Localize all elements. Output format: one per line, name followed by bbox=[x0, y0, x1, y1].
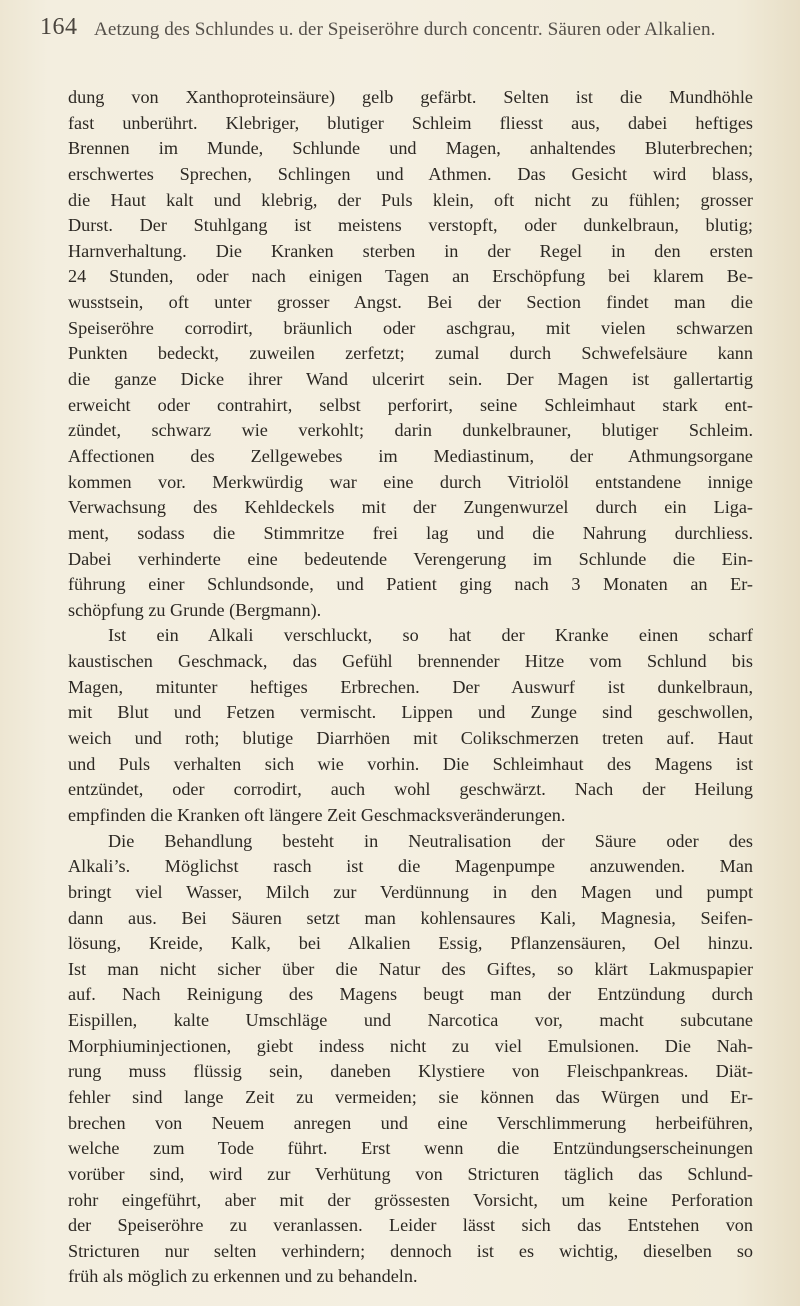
text-line: zündet, schwarz wie verkohlt; darin dunkelbrauner, blutiger Schleim. bbox=[68, 420, 753, 441]
text-line: weich und roth; blutige Diarrhöen mit Colikschmerzen treten auf. Haut bbox=[68, 728, 753, 749]
text-line: Die Behandlung besteht in Neutralisation der Säure oder des bbox=[108, 830, 753, 851]
text-line: früh als möglich zu erkennen und zu behandeln. bbox=[68, 1266, 418, 1287]
text-line: Alkali’s. Möglichst rasch ist die Magenpumpe anzuwenden. Man bbox=[68, 856, 753, 877]
text-line: rung muss flüssig sein, daneben Klystiere von Fleischpankreas. Diät- bbox=[68, 1061, 753, 1082]
text-line: Dabei verhinderte eine bedeutende Verengerung im Schlunde die Ein- bbox=[68, 548, 753, 569]
text-line: mit Blut und Fetzen vermischt. Lippen und Zunge sind geschwollen, bbox=[68, 702, 753, 723]
text-line: der Speiseröhre zu veranlassen. Leider lässt sich das Entstehen von bbox=[68, 1215, 753, 1236]
text-line: führung einer Schlundsonde, und Patient ging nach 3 Monaten an Er- bbox=[68, 574, 753, 595]
text-line: entzündet, oder corrodirt, auch wohl geschwärzt. Nach der Heilung bbox=[68, 779, 753, 800]
text-line: kaustischen Geschmack, das Gefühl brennender Hitze vom Schlund bis bbox=[68, 651, 753, 672]
text-line: fast unberührt. Klebriger, blutiger Schleim fliesst aus, dabei heftiges bbox=[68, 112, 753, 133]
text-line: vorüber sind, wird zur Verhütung von Stricturen täglich das Schlund- bbox=[68, 1163, 753, 1184]
text-line: lösung, Kreide, Kalk, bei Alkalien Essig, Pflanzensäuren, Oel hinzu. bbox=[68, 933, 753, 954]
text-line: Brennen im Munde, Schlunde und Magen, anhaltendes Bluterbrechen; bbox=[68, 138, 753, 159]
text-line: Affectionen des Zellgewebes im Mediastinum, der Athmungsorgane bbox=[68, 445, 753, 466]
text-line: Eispillen, kalte Umschläge und Narcotica vor, macht subcutane bbox=[68, 1010, 753, 1031]
text-line: rohr eingeführt, aber mit der grössesten Vorsicht, um keine Perforation bbox=[68, 1189, 753, 1210]
text-line: Harnverhaltung. Die Kranken sterben in der Regel in den ersten bbox=[68, 240, 753, 261]
text-line: brechen von Neuem anregen und eine Verschlimmerung herbeiführen, bbox=[68, 1112, 753, 1133]
text-line: Ist ein Alkali verschluckt, so hat der Kranke einen scharf bbox=[108, 625, 753, 646]
text-line: auf. Nach Reinigung des Magens beugt man der Entzündung durch bbox=[68, 984, 753, 1005]
text-line: und Puls verhalten sich wie vorhin. Die Schleimhaut des Magens ist bbox=[68, 753, 753, 774]
text-line: Morphiuminjectionen, giebt indess nicht zu viel Emulsionen. Die Nah- bbox=[68, 1035, 753, 1056]
text-line: schöpfung zu Grunde (Bergmann). bbox=[68, 599, 322, 620]
text-line: 24 Stunden, oder nach einigen Tagen an Erschöpfung bei klarem Be- bbox=[68, 266, 753, 287]
body-text bbox=[68, 85, 753, 1290]
text-line: dung von Xanthoproteinsäure) gelb gefärbt. Selten ist die Mundhöhle bbox=[68, 87, 753, 107]
page-number: 164 bbox=[40, 14, 78, 40]
text-line: erweicht oder contrahirt, selbst perforirt, seine Schleimhaut stark ent- bbox=[68, 394, 753, 415]
text-line: empfinden die Kranken oft längere Zeit Geschmacksveränderungen. bbox=[68, 804, 566, 825]
text-line: Punkten bedeckt, zuweilen zerfetzt; zumal durch Schwefelsäure kann bbox=[68, 343, 753, 364]
text-line: bringt viel Wasser, Milch zur Verdünnung in den Magen und pumpt bbox=[68, 881, 753, 902]
text-line: dann aus. Bei Säuren setzt man kohlensaures Kali, Magnesia, Seifen- bbox=[68, 907, 753, 928]
text-line: wusstsein, oft unter grosser Angst. Bei der Section findet man die bbox=[68, 292, 753, 313]
text-line: fehler sind lange Zeit zu vermeiden; sie können das Würgen und Er- bbox=[68, 1086, 753, 1107]
running-head: Aetzung des Schlundes u. der Speiseröhre durch concentr. Säuren oder Alkalien. bbox=[94, 19, 716, 40]
text-line: Speiseröhre corrodirt, bräunlich oder aschgrau, mit vielen schwarzen bbox=[68, 317, 753, 338]
text-line: Stricturen nur selten verhindern; dennoch ist es wichtig, dieselben so bbox=[68, 1240, 753, 1261]
text-line: kommen vor. Merkwürdig war eine durch Vitriolöl entstandene innige bbox=[68, 471, 753, 492]
text-line: welche zum Tode führt. Erst wenn die Entzündungserscheinungen bbox=[68, 1138, 753, 1159]
page-header bbox=[40, 14, 770, 50]
text-line: Magen, mitunter heftiges Erbrechen. Der Auswurf ist dunkelbraun, bbox=[68, 676, 753, 697]
text-line: Ist man nicht sicher über die Natur des Giftes, so klärt Lakmuspapier bbox=[68, 958, 753, 979]
text-line: erschwertes Sprechen, Schlingen und Athmen. Das Gesicht wird blass, bbox=[68, 163, 753, 184]
text-line: Verwachsung des Kehldeckels mit der Zungenwurzel durch ein Liga- bbox=[68, 497, 753, 518]
text-line: die Haut kalt und klebrig, der Puls klein, oft nicht zu fühlen; grosser bbox=[68, 189, 753, 210]
text-line: Durst. Der Stuhlgang ist meistens verstopft, oder dunkelbraun, blutig; bbox=[68, 215, 753, 236]
text-line: die ganze Dicke ihrer Wand ulcerirt sein. Der Magen ist gallertartig bbox=[68, 369, 753, 390]
text-line: ment, sodass die Stimmritze frei lag und die Nahrung durchliess. bbox=[68, 522, 753, 543]
